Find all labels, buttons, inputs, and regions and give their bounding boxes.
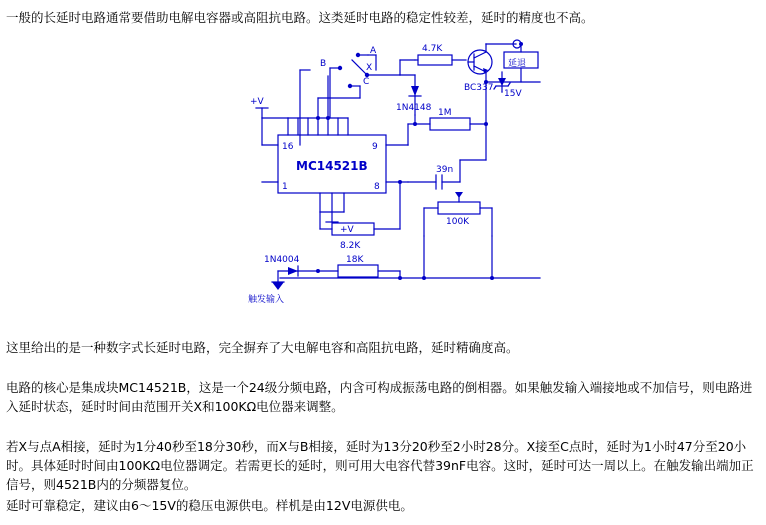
body-paragraph-4: 延时可靠稳定，建议由6～15V的稳压电源供电。样机是由12V电源供电。 bbox=[6, 498, 413, 513]
body-paragraph-1: 这里给出的是一种数字式长延时电路，完全摒弃了大电解电容和高阻抗电路，延时精确度高。 bbox=[6, 340, 519, 355]
label-diode-1n4148: 1N4148 bbox=[396, 103, 432, 113]
label-relay: 延退 bbox=[508, 59, 527, 69]
label-pin-1: 1 bbox=[282, 182, 288, 192]
resistor-100k bbox=[438, 202, 480, 214]
label-r-8k2: 8.2K bbox=[340, 241, 361, 251]
label-r-4k7: 4.7K bbox=[422, 44, 443, 54]
label-r-1m: 1M bbox=[438, 108, 452, 118]
label-diode-1n4004: 1N4004 bbox=[264, 255, 300, 265]
label-switch-c: C bbox=[363, 77, 370, 87]
intro-paragraph: 一般的长延时电路通常要借助电解电容器或高阻抗电路。这类延时电路的稳定性较差，延时的精度也不高。 bbox=[6, 10, 594, 25]
label-trigger-input: 触发输入 bbox=[248, 295, 285, 305]
body-paragraph-2: 电路的核心是集成块MC14521B，这是一个24级分频电路，内含可构成振荡电路的倒相器。如果触发输入端接地或不加信号，则电路进入延时状态，延时时间由范围开关X和100KΩ电位器来调整。 bbox=[6, 380, 753, 414]
label-ic-part-number: MC14521B bbox=[296, 159, 368, 173]
label-switch-b: B bbox=[320, 59, 327, 69]
label-r-18k: 18K bbox=[346, 255, 364, 265]
resistor-4k7 bbox=[418, 55, 452, 65]
label-pin-16: 16 bbox=[282, 142, 294, 152]
circuit-schematic bbox=[240, 30, 560, 315]
label-r-100k: 100K bbox=[446, 217, 470, 227]
label-c-39n: 39n bbox=[436, 165, 454, 175]
label-zener: 15V bbox=[504, 89, 522, 99]
label-pin-8: 8 bbox=[374, 182, 380, 192]
resistor-1m bbox=[430, 118, 470, 130]
label-transistor: BC337 bbox=[464, 83, 494, 93]
label-switch-a: A bbox=[370, 46, 377, 56]
label-supply-top: +V bbox=[250, 97, 264, 107]
label-switch-x: X bbox=[366, 63, 373, 73]
body-paragraph-3: 若X与点A相接，延时为1分40秒至18分30秒，而X与B相接，延时为13分20秒至2小时28分。X接至C点时，延时为1小时47分至20小时。具体延时时间由100KΩ电位器调定。若需更长的延时，则可用大电容代替39nF电容。这时，延时可达一周以上。在触发输出端加正信号，则4521B内的分频器复位。 bbox=[6, 439, 754, 492]
resistor-18k bbox=[338, 265, 378, 277]
label-pin-9: 9 bbox=[372, 142, 378, 152]
label-supply-bottom: +V bbox=[340, 225, 354, 235]
